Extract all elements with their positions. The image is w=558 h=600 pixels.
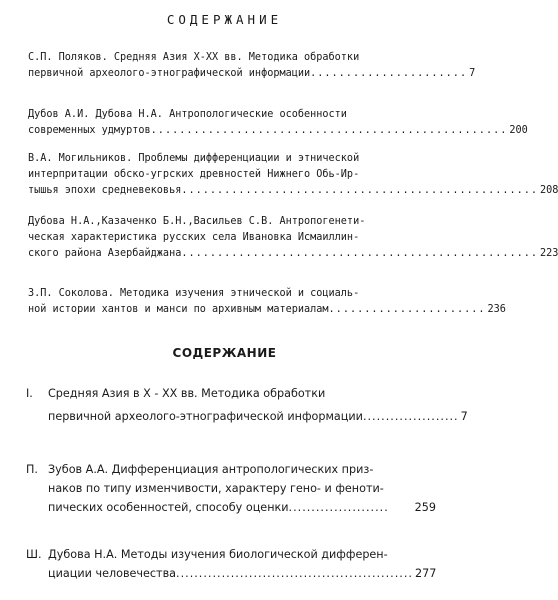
toc-title-top: СОДЕРЖАНИЕ: [166, 12, 283, 27]
leader-dots: ......................: [288, 501, 389, 514]
leader-dots: .....................: [362, 410, 459, 423]
toc-entry-text: первичной археолого-этнографической информации: [28, 68, 311, 79]
toc-entry-line: Средняя Азия в Х - ХХ вв. Методика обработки: [48, 387, 326, 400]
roman-numeral: П.: [26, 463, 38, 476]
leader-dots: ......................: [310, 68, 468, 79]
toc-entry-last-line: [26, 407, 468, 426]
page-number: 223: [540, 248, 558, 259]
page-number: 200: [509, 125, 528, 136]
toc-entry-line: ческая характеристика русских села Ивановка Исмаиллин-: [28, 232, 360, 243]
page-number: 208: [540, 185, 558, 196]
page-number: 277: [414, 567, 437, 580]
page-number: 7: [460, 410, 468, 423]
toc-entry-last-line: [28, 302, 506, 318]
toc-entry-line: наков по типу изменчивости, характеру гено- и феноти-: [48, 482, 384, 495]
toc-entry-text: современных удмуртов: [28, 125, 151, 136]
page-number: 7: [469, 68, 476, 79]
toc-entry-text: первичной археолого-этнографической информации: [48, 410, 363, 423]
leader-dots: ..................................................: [150, 125, 508, 136]
toc2-entry-2: [26, 460, 436, 517]
toc-entry-line: З.П. Соколова. Методика изучения этнической и социаль-: [28, 288, 360, 299]
page-number: 259: [414, 501, 436, 514]
roman-numeral: Ш.: [26, 548, 42, 561]
toc2-entry-1: [26, 384, 468, 426]
toc-entry-4: [28, 214, 558, 262]
roman-numeral: I.: [26, 387, 33, 400]
toc-entry-last-line: [28, 246, 558, 262]
leader-dots: ......................: [328, 304, 486, 315]
toc-entry-text: тышья эпохи средневековья: [28, 185, 182, 196]
toc-entry-text: циации человечества: [48, 567, 177, 580]
toc-entry-line: Дубова Н.А. Методы изучения биологической дифферен-: [48, 548, 388, 561]
toc-entry-last-line: [28, 183, 558, 199]
toc-entry-5: [28, 286, 506, 318]
toc2-entry-3: [26, 545, 436, 583]
leader-dots: ..................................................: [181, 248, 539, 259]
toc-entry-line: Дубов А.И. Дубова Н.А. Антропологические особенности: [28, 109, 347, 120]
leader-dots: ..................................................: [181, 185, 539, 196]
toc-entry-text: ского района Азербайджана: [28, 248, 182, 259]
toc-entry-line: Дубова Н.А.,Казаченко Б.Н.,Васильев С.В. Антропогенети-: [28, 216, 366, 227]
toc-entry-last-line: [26, 498, 436, 517]
toc-title-bottom: СОДЕРЖАНИЕ: [172, 346, 277, 360]
toc-entry-1: [28, 50, 476, 82]
toc-entry-text: ной истории хантов и манси по архивным материалам: [28, 304, 329, 315]
toc-entry-3: [28, 151, 558, 199]
toc-entry-line: С.П. Поляков. Средняя Азия Х-ХХ вв. Методика обработки: [28, 52, 360, 63]
leader-dots: ....................................................: [176, 567, 413, 580]
toc-entry-last-line: [28, 66, 476, 82]
toc-entry-2: [28, 107, 528, 139]
page-number: 236: [487, 304, 506, 315]
toc-entry-line: Зубов А.А. Дифференциация антропологических приз-: [48, 463, 374, 476]
toc-entry-line: интерпритации обско-угрских древностей Нижнего Обь-Ир-: [28, 169, 360, 180]
toc-entry-text: пических особенностей, способу оценки: [48, 501, 289, 514]
toc-entry-last-line: [28, 123, 528, 139]
toc-entry-last-line: [26, 564, 436, 583]
toc-entry-line: В.А. Могильников. Проблемы дифференциации и этнической: [28, 153, 360, 164]
